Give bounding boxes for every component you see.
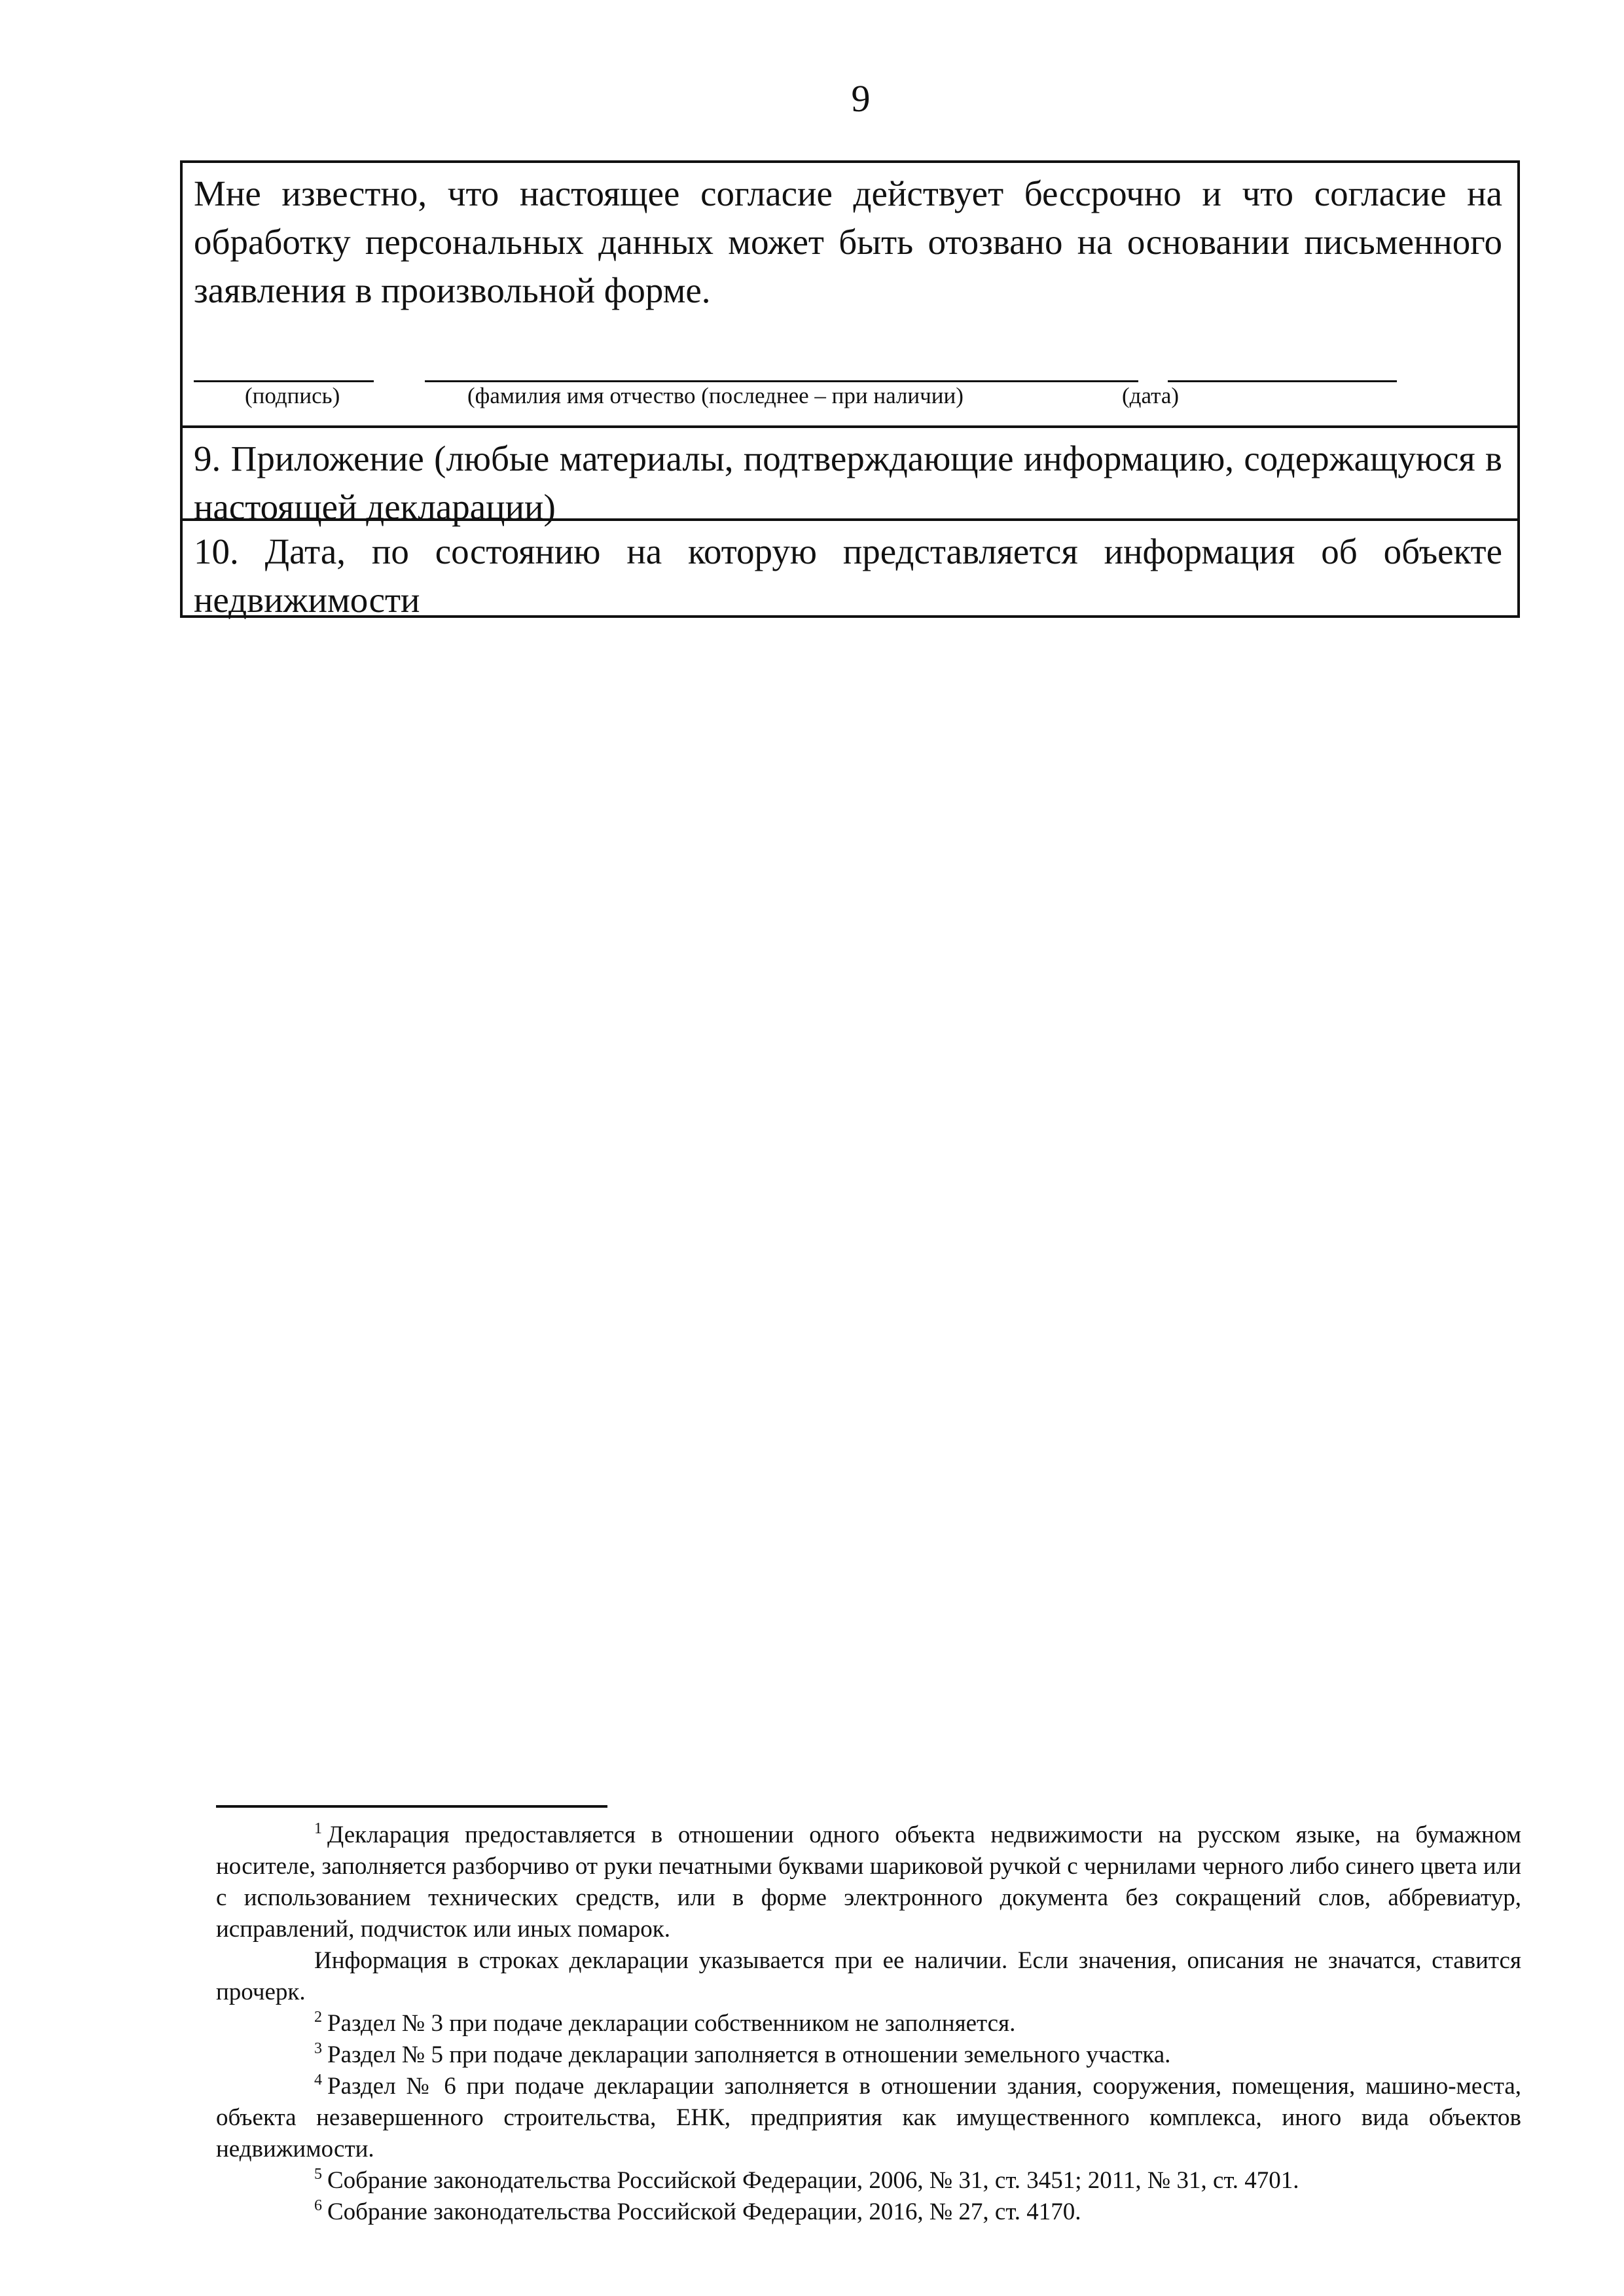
date-line bbox=[1168, 380, 1397, 382]
footnote-text: Раздел № 6 при подаче декларации заполняется в отношении здания, сооружения, помещения, машино-места, объекта незавершенного строительства, ЕНК, предприятия как имущественного комплекса, иного вида объектов недвижимости. bbox=[216, 2073, 1521, 2162]
footnote-separator bbox=[216, 1805, 607, 1808]
footnote-3 bbox=[216, 2039, 1521, 2071]
footnote-text: Собрание законодательства Российской Федерации, 2006, № 31, ст. 3451; 2011, № 31, ст. 4701. bbox=[327, 2167, 1299, 2194]
consent-row bbox=[183, 163, 1517, 428]
footnote-text: Декларация предоставляется в отношении одного объекта недвижимости на русском языке, на бумажном носителе, заполняется разборчиво от руки печатными буквами шариковой ручкой с чернилами черного либо синего цвета или с использованием технических средств, или в форме электронного документа без сокращений слов, аббревиатур, исправлений, подчисток или иных помарок. bbox=[216, 1821, 1521, 1943]
consent-text: Мне известно, что настоящее согласие действует бессрочно и что согласие на обработку персональных данных может быть отозвано на основании письменного заявления в произвольной форме. bbox=[194, 173, 1502, 310]
footnote-text: Раздел № 3 при подаче декларации собственником не заполняется. bbox=[327, 2010, 1016, 2037]
footnotes bbox=[216, 1820, 1521, 2228]
declaration-table bbox=[180, 160, 1520, 618]
page-number: 9 bbox=[851, 77, 871, 120]
footnote-text: Раздел № 5 при подаче декларации заполняется в отношении земельного участка. bbox=[327, 2041, 1171, 2068]
footnote-1 bbox=[216, 1820, 1521, 1945]
footnote-text: Информация в строках декларации указывается при ее наличии. Если значения, описания не значатся, ставится прочерк. bbox=[216, 1947, 1521, 2005]
footnote-mark: 5 bbox=[314, 2166, 322, 2183]
full-name-line bbox=[425, 380, 1138, 382]
footnote-mark: 6 bbox=[314, 2197, 322, 2214]
footnote-6 bbox=[216, 2197, 1521, 2228]
footnote-text: Собрание законодательства Российской Федерации, 2016, № 27, ст. 4170. bbox=[327, 2198, 1081, 2225]
footnote-mark: 3 bbox=[314, 2040, 322, 2057]
footnote-mark: 2 bbox=[314, 2009, 322, 2026]
info-date-label: 10. Дата, по состоянию на которую представляется информация об объекте недвижимости bbox=[194, 531, 1502, 620]
info-date-row bbox=[183, 521, 1517, 620]
footnote-2 bbox=[216, 2008, 1521, 2039]
date-caption: (дата) bbox=[1122, 383, 1180, 408]
attachment-label: 9. Приложение (любые материалы, подтверждающие информацию, содержащуюся в настоящей декларации) bbox=[194, 439, 1502, 527]
footnote-5 bbox=[216, 2165, 1521, 2197]
signature-caption: (подпись) bbox=[245, 383, 340, 408]
attachment-row bbox=[183, 428, 1517, 527]
signature-line bbox=[194, 380, 374, 382]
full-name-caption: (фамилия имя отчество (последнее – при наличии) bbox=[467, 383, 964, 408]
footnote-mark: 1 bbox=[314, 1820, 322, 1837]
footnote-1-continuation bbox=[216, 1945, 1521, 2008]
footnote-4 bbox=[216, 2071, 1521, 2165]
footnote-mark: 4 bbox=[314, 2072, 322, 2089]
